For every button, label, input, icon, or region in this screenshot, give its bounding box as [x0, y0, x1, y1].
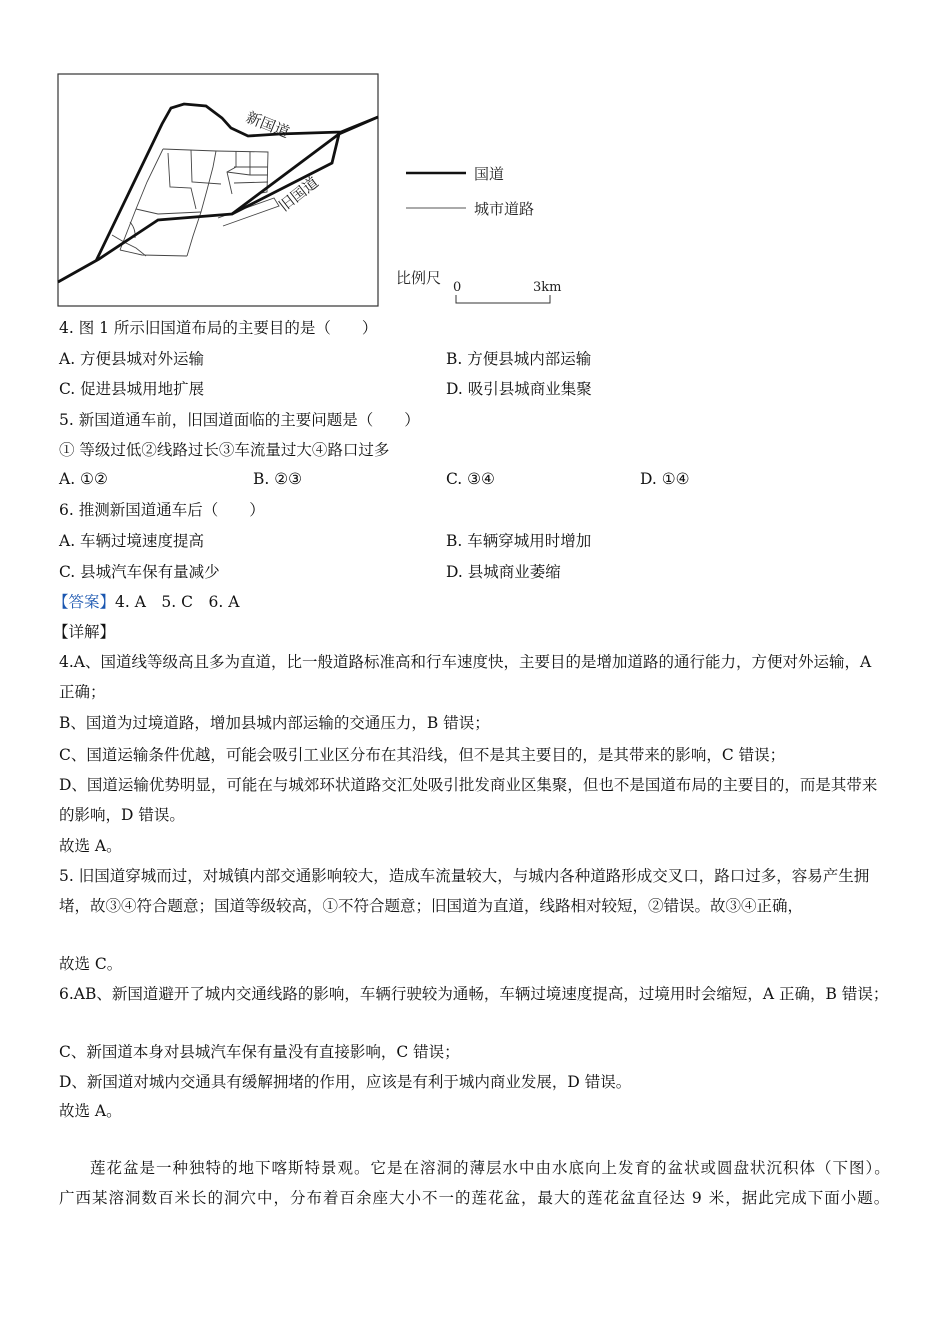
q4-option-d: D. 吸引县城商业集聚: [446, 380, 592, 398]
q5-option-b: B. ②③: [253, 470, 303, 488]
map-legend: [406, 165, 534, 218]
explanation-4-c: C、国道运输条件优越，可能会吸引工业区分布在其沿线，但不是其主要目的，是其带来的影响，C 错误；: [59, 746, 786, 764]
map-scale: [396, 269, 561, 303]
road-map-figure: [56, 72, 576, 312]
old-road-label: 旧国道: [275, 173, 322, 216]
answer-text: 4. A 5. C 6. A: [115, 593, 240, 611]
legend-national-label: 国道: [474, 165, 505, 183]
legend-city-label: 城市道路: [474, 200, 535, 218]
new-road-label: 新国道: [243, 108, 292, 142]
detail-tag: 【详解】: [53, 623, 116, 641]
explanation-5: 5. 旧国道穿城而过，对城镇内部交通影响较大，造成车流量较大，与城内各种道路形成交叉口，路口过多，容易产生拥堵，故③④符合题意；国道等级较高，①不符合题意；旧国道为直道，线路相对较短，②错误。故③④正确，: [59, 867, 870, 915]
answer-line: [53, 592, 239, 612]
scale-bar: [456, 295, 550, 303]
q6-option-b: B. 车辆穿城用时增加: [446, 532, 592, 550]
q6-option-d: D. 县城商业萎缩: [446, 563, 561, 581]
explanation-6-conclusion: 故选 A。: [59, 1102, 122, 1120]
explanation-4-conclusion: 故选 A。: [59, 837, 122, 855]
explanation-5-conclusion: 故选 C。: [59, 955, 123, 973]
q4-stem: 4. 图 1 所示旧国道布局的主要目的是（ ）: [59, 319, 378, 337]
answer-tag: 【答案】: [53, 593, 116, 611]
explanation-4-d: D、国道运输优势明显，可能在与城郊环状道路交汇处吸引批发商业区集聚，但也不是国道布局的主要目的，而是其带来的影响，D 错误。: [59, 776, 878, 824]
q6-stem: 6. 推测新国道通车后（ ）: [59, 501, 265, 519]
explanation-6-c: C、新国道本身对县城汽车保有量没有直接影响，C 错误；: [59, 1043, 460, 1061]
scale-title: 比例尺: [396, 269, 442, 287]
q5-stem: 5. 新国道通车前，旧国道面临的主要问题是（ ）: [59, 411, 420, 429]
map-frame: [58, 74, 378, 306]
q5-option-d: D. ①④: [640, 470, 690, 488]
old-national-road: [58, 117, 378, 282]
explanation-6: 6.AB、新国道避开了城内交通线路的影响，车辆行驶较为通畅，车辆过境速度提高，过境用时会缩短，A 正确，B 错误；: [59, 985, 889, 1003]
q4-option-c: C. 促进县城用地扩展: [59, 380, 205, 398]
q5-option-c: C. ③④: [446, 470, 495, 488]
q6-option-c: C. 县城汽车保有量减少: [59, 563, 220, 581]
explanation-4-a: 4.A、国道线等级高且多为直道，比一般道路标准高和行车速度快，主要目的是增加道路的通行能力，方便对外运输，A 正确；: [59, 653, 872, 701]
next-question-intro: 莲花盆是一种独特的地下喀斯特景观。它是在溶洞的薄层水中由水底向上发育的盆状或圆盘状沉积体（下图）。广西某溶洞数百米长的洞穴中，分布着百余座大小不一的莲花盆，最大的莲花盆直径达 9 米，据此完成下面小题。: [59, 1159, 891, 1207]
q6-option-a: A. 车辆过境速度提高: [59, 532, 205, 550]
q5-option-a: A. ①②: [59, 470, 108, 488]
q4-option-b: B. 方便县城内部运输: [446, 350, 592, 368]
q5-options-line: ① 等级过低②线路过长③车流量过大④路口过多: [59, 441, 390, 459]
q4-option-a: A. 方便县城对外运输: [59, 350, 205, 368]
scale-end: 3km: [533, 280, 562, 295]
scale-zero: 0: [453, 280, 462, 295]
explanation-6-d: D、新国道对城内交通具有缓解拥堵的作用，应该是有利于城内商业发展，D 错误。: [59, 1073, 632, 1091]
explanation-4-b: B、国道为过境道路，增加县城内部运输的交通压力，B 错误；: [59, 714, 490, 732]
